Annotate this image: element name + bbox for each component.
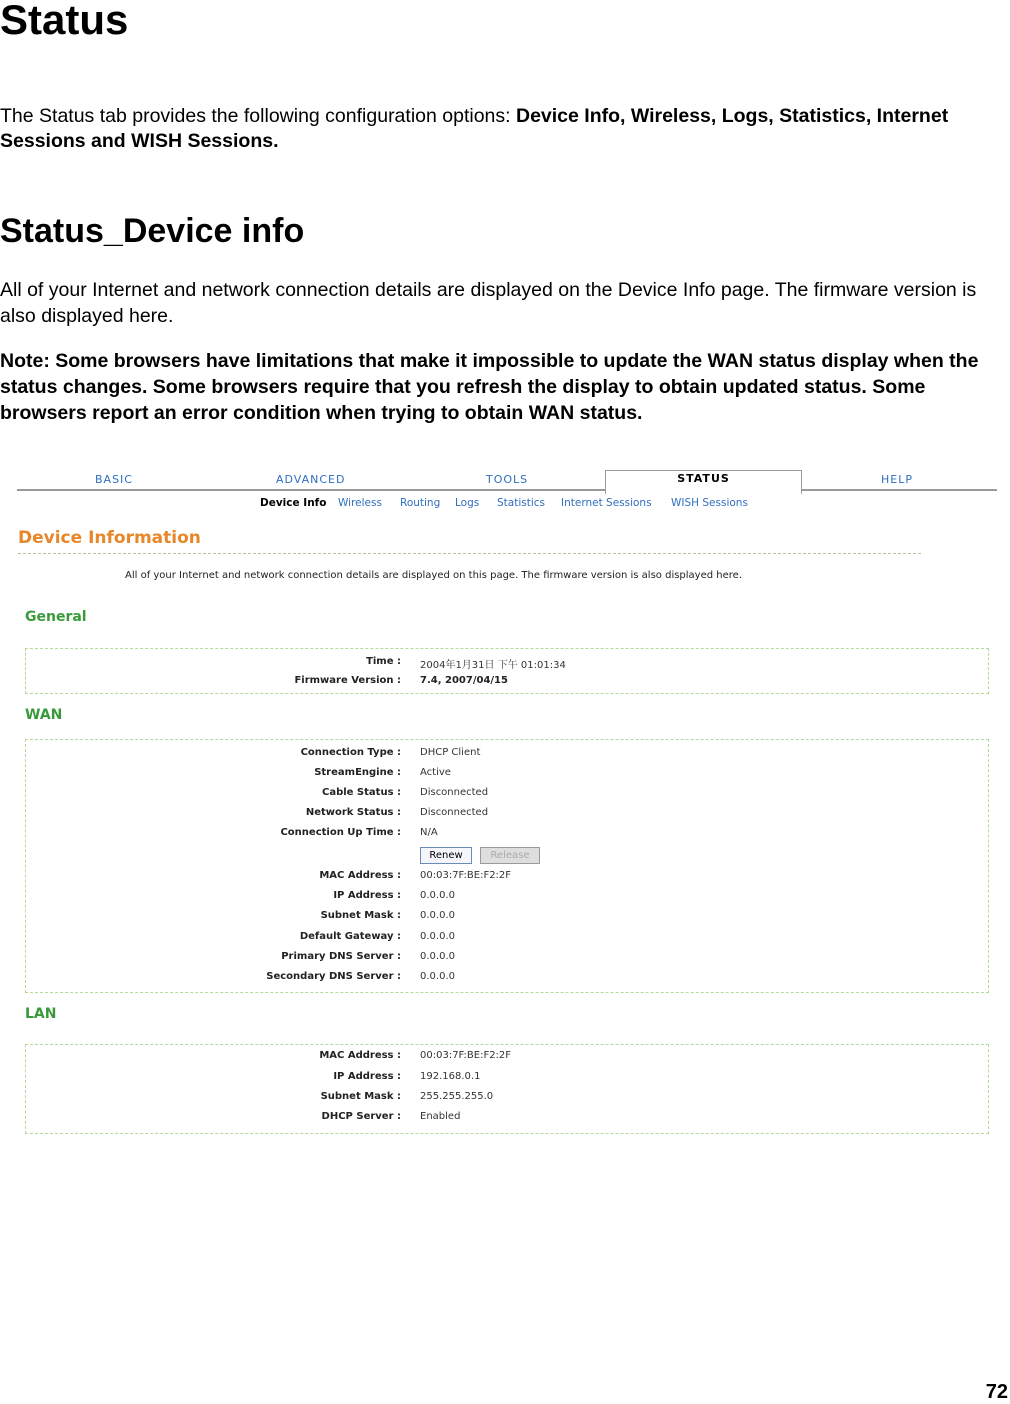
lan-heading: LAN <box>25 1006 57 1022</box>
info-value: 0.0.0.0 <box>420 931 455 942</box>
info-label: Network Status : <box>305 807 401 818</box>
info-row <box>26 870 988 884</box>
release-button[interactable]: Release <box>480 847 540 864</box>
info-row <box>26 747 988 761</box>
info-label: Default Gateway : <box>299 931 401 942</box>
device-info-paragraph: All of your Internet and network connection details are displayed on the Device Info page. The firmware version is also displayed here. <box>0 279 977 327</box>
info-value: DHCP Client <box>420 747 481 758</box>
info-label: Connection Type : <box>300 747 401 758</box>
info-label: IP Address : <box>333 890 401 901</box>
info-value: Enabled <box>420 1111 461 1122</box>
info-value: 0.0.0.0 <box>420 910 455 921</box>
info-row <box>26 910 988 924</box>
router-screenshot <box>15 466 997 1146</box>
info-value: Disconnected <box>420 787 489 798</box>
subnav-statistics[interactable]: Statistics <box>497 497 545 509</box>
general-box <box>25 648 989 694</box>
info-row <box>26 787 988 801</box>
info-row <box>26 1071 988 1085</box>
tab-advanced[interactable]: ADVANCED <box>276 473 346 486</box>
info-label: MAC Address : <box>319 870 401 881</box>
top-tab-bar <box>15 466 997 492</box>
info-value: 00:03:7F:BE:F2:2F <box>420 870 512 881</box>
info-value: 2004年1月31日 下午 01:01:34 <box>420 660 566 671</box>
intro-paragraph <box>0 104 1005 154</box>
tab-help[interactable]: HELP <box>881 473 913 486</box>
info-row <box>26 890 988 904</box>
subnav-wish-sessions[interactable]: WISH Sessions <box>671 497 748 509</box>
info-value: 00:03:7F:BE:F2:2F <box>420 1050 512 1061</box>
info-row <box>26 675 988 689</box>
section-title: Status_Device info <box>0 212 305 250</box>
info-value: 0.0.0.0 <box>420 951 455 962</box>
info-value: 0.0.0.0 <box>420 971 455 982</box>
info-value: 7.4, 2007/04/15 <box>420 675 508 686</box>
page-number: 72 <box>985 1381 1008 1403</box>
lan-box <box>25 1044 989 1134</box>
info-row <box>26 827 988 841</box>
info-row <box>26 1091 988 1105</box>
renew-button[interactable]: Renew <box>420 847 472 864</box>
intro-options: Device Info, Wireless, Logs, Statistics, Internet Sessions and WISH Sessions. <box>0 105 949 152</box>
info-label: Subnet Mask : <box>320 910 401 921</box>
device-information-description: All of your Internet and network connection details are displayed on this page. The firmware version is also displayed here. <box>125 570 742 581</box>
info-label: Cable Status : <box>322 787 401 798</box>
info-row <box>26 1111 988 1125</box>
info-row <box>26 971 988 985</box>
device-information-heading: Device Information <box>18 528 201 548</box>
info-label: DHCP Server : <box>321 1111 401 1122</box>
wan-box <box>25 739 989 993</box>
heading-divider <box>18 553 921 554</box>
info-label: Time : <box>366 656 401 667</box>
subnav-device-info[interactable]: Device Info <box>260 497 327 509</box>
wan-heading: WAN <box>25 707 63 723</box>
info-value: Disconnected <box>420 807 489 818</box>
info-label: IP Address : <box>333 1071 401 1082</box>
info-label: Secondary DNS Server : <box>266 971 401 982</box>
info-row <box>26 807 988 821</box>
info-label: Firmware Version : <box>294 675 401 686</box>
subnav-routing[interactable]: Routing <box>400 497 441 509</box>
info-row <box>26 951 988 965</box>
subnav-wireless[interactable]: Wireless <box>338 497 382 509</box>
tab-basic[interactable]: BASIC <box>95 473 133 486</box>
tab-status[interactable]: STATUS <box>605 470 802 495</box>
note-paragraph: Note: Some browsers have limitations that make it impossible to update the WAN status display when the status changes. Some browsers require that you refresh the display to obtain updated status. Some browsers report an error condition when trying to obtain WAN status. <box>0 350 979 424</box>
info-row <box>26 1050 988 1064</box>
subnav-internet-sessions[interactable]: Internet Sessions <box>561 497 652 509</box>
info-row <box>26 767 988 781</box>
tab-tools[interactable]: TOOLS <box>486 473 529 486</box>
info-row <box>26 656 988 670</box>
info-value: 255.255.255.0 <box>420 1091 494 1102</box>
info-label: Subnet Mask : <box>320 1091 401 1102</box>
intro-text: The Status tab provides the following configuration options: <box>0 105 516 127</box>
subnav-logs[interactable]: Logs <box>455 497 480 509</box>
info-value: Active <box>420 767 451 778</box>
info-value: 192.168.0.1 <box>420 1071 481 1082</box>
info-label: MAC Address : <box>319 1050 401 1061</box>
general-heading: General <box>25 609 87 625</box>
info-value: 0.0.0.0 <box>420 890 455 901</box>
info-row <box>26 931 988 945</box>
page-title: Status <box>0 0 129 43</box>
info-label: Connection Up Time : <box>280 827 401 838</box>
info-label: Primary DNS Server : <box>281 951 401 962</box>
tab-divider <box>17 489 997 491</box>
info-value: N/A <box>420 827 438 838</box>
info-label: StreamEngine : <box>314 767 401 778</box>
